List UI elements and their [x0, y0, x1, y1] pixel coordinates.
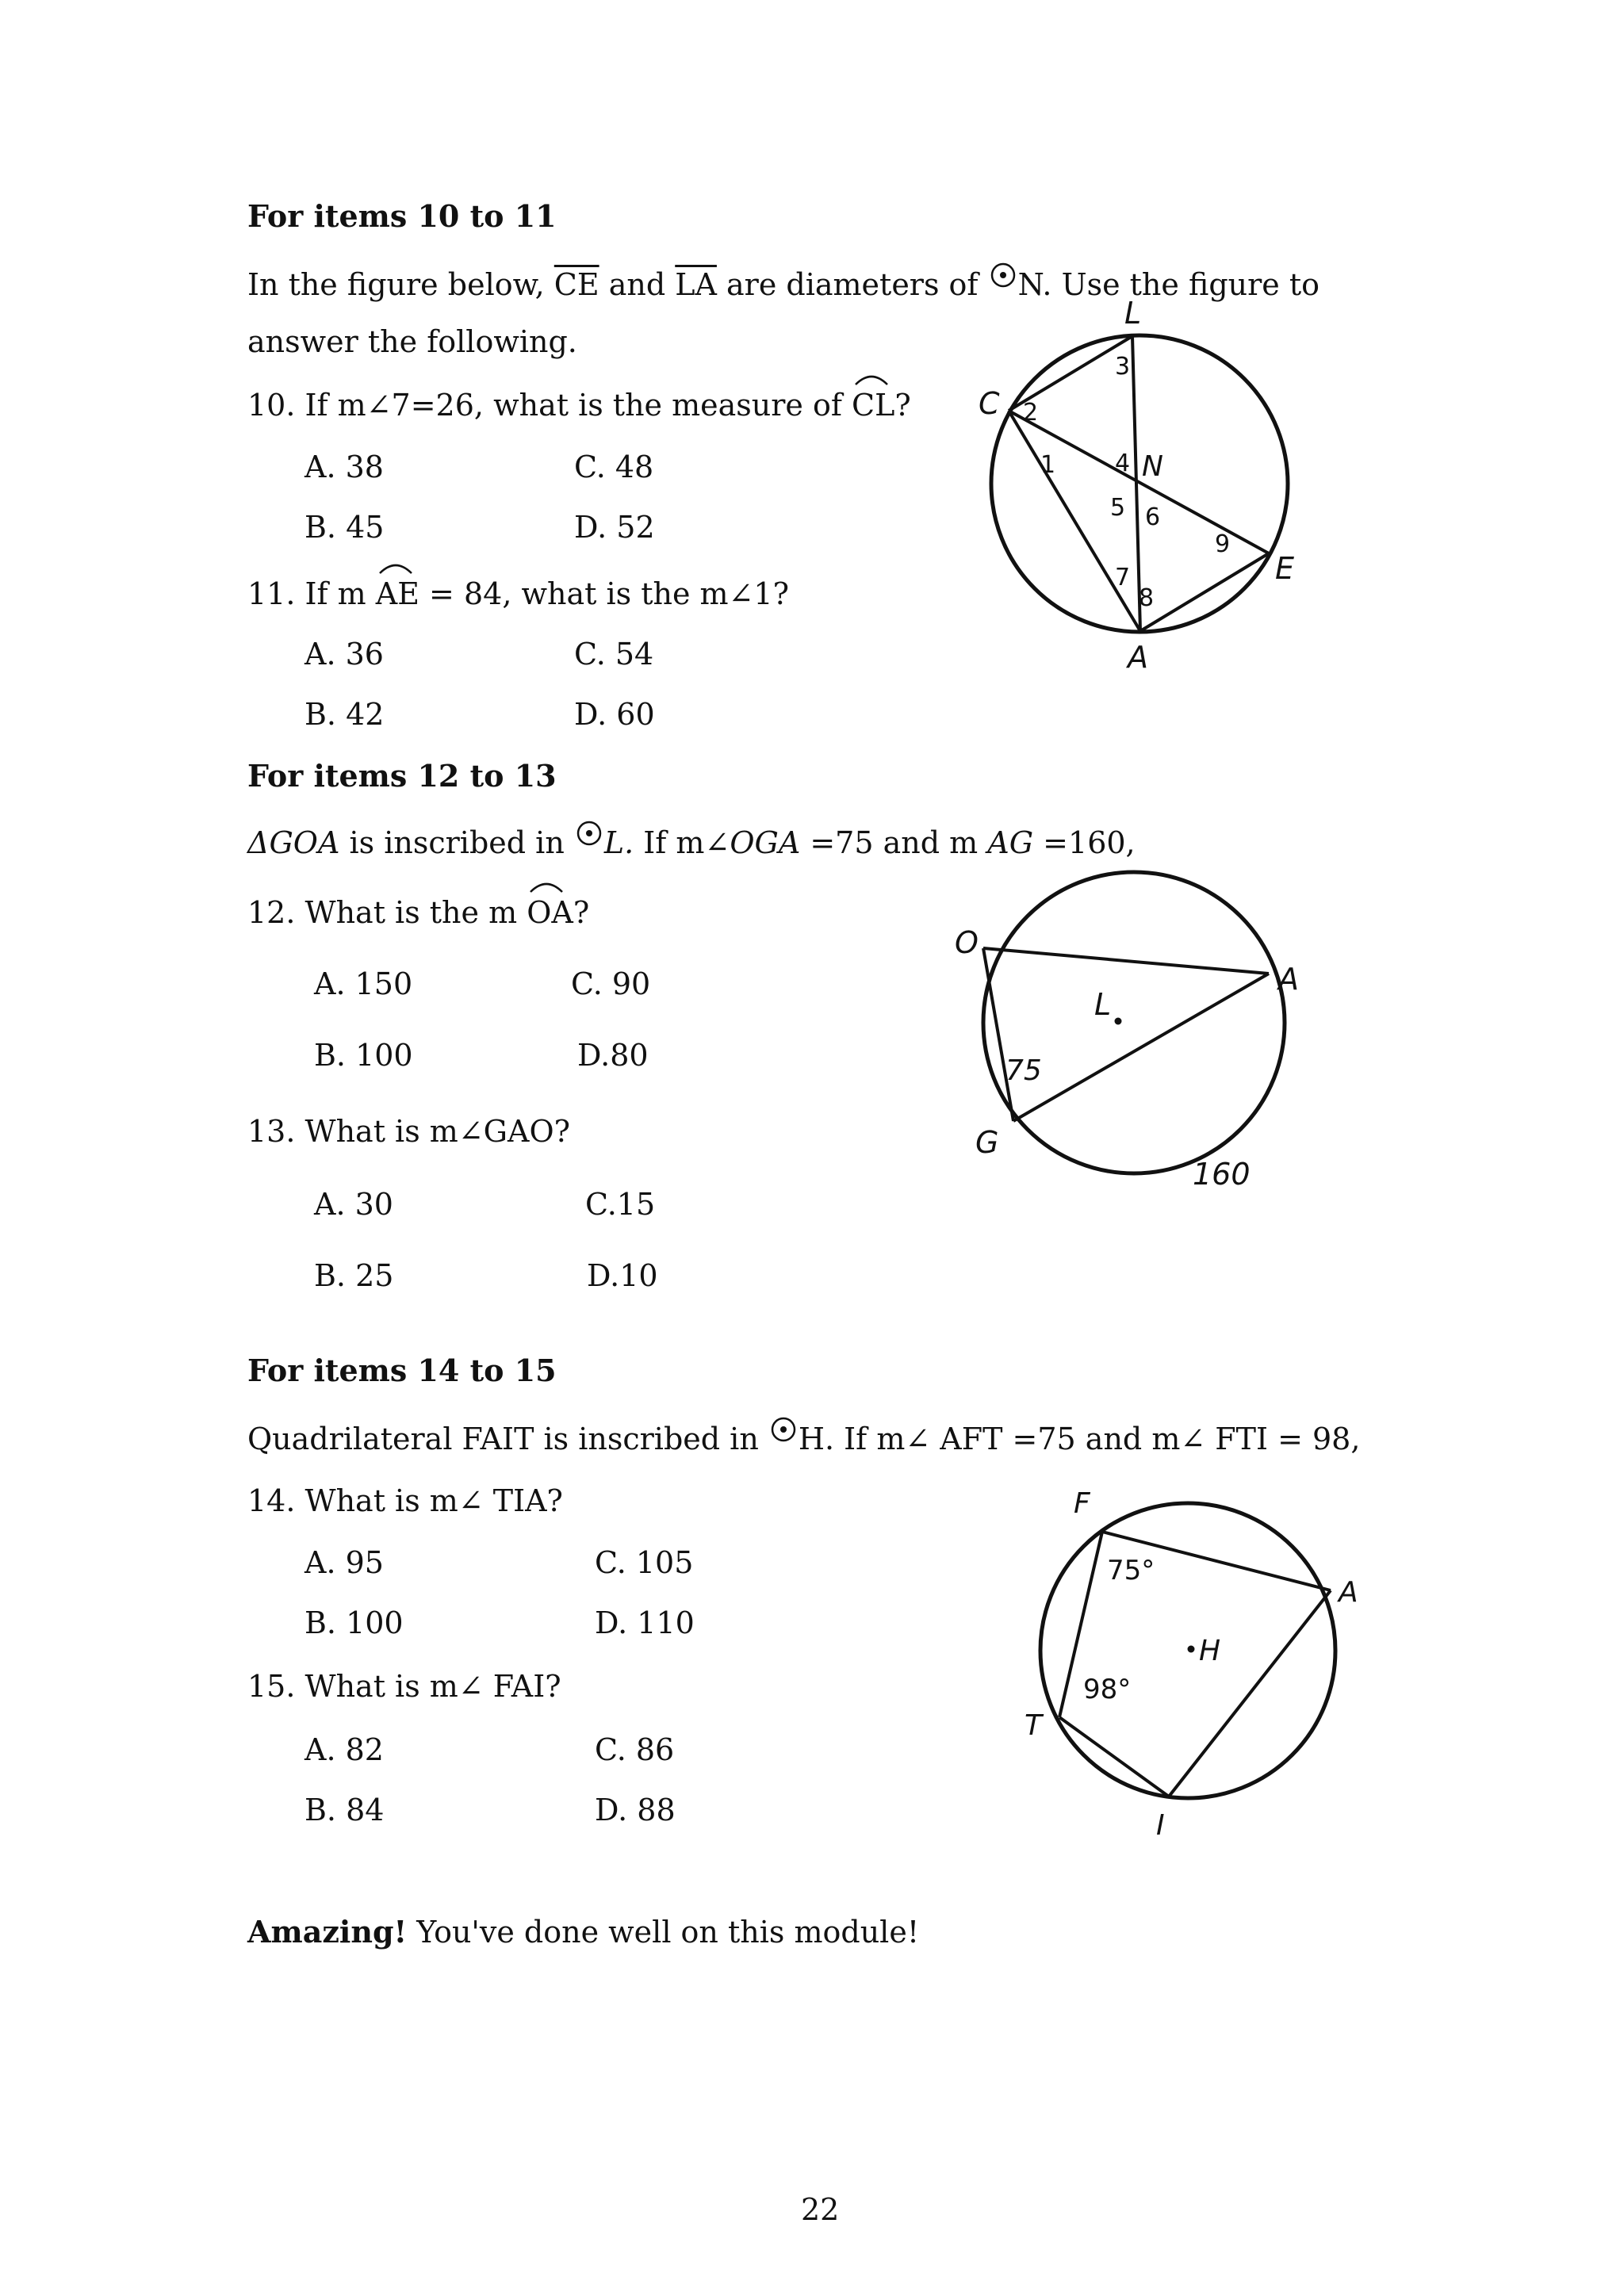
- choice-10-d[interactable]: D. 52: [574, 510, 655, 545]
- choice-14-b[interactable]: B. 100: [304, 1605, 404, 1640]
- label-e: E: [1275, 551, 1295, 586]
- angle-label-75: 75: [1005, 1054, 1042, 1087]
- choice-11-b[interactable]: B. 42: [304, 697, 385, 732]
- arc-mark-icon: [853, 372, 890, 386]
- choice-14-a[interactable]: A. 95: [304, 1545, 384, 1580]
- question-15: 15. What is m∠ FAI?: [247, 1669, 561, 1704]
- circle-symbol-icon: [576, 820, 603, 847]
- segment-la: $\overline{LA}$: [675, 267, 717, 302]
- circle-symbol-icon: [770, 1416, 797, 1443]
- section-heading-10-11: For items 10 to 11: [247, 198, 557, 234]
- choice-13-a[interactable]: A. 30: [314, 1187, 393, 1222]
- angle-label-1: 1: [1040, 451, 1056, 479]
- figure-circle-n: [952, 285, 1316, 698]
- arc-mark-icon: [528, 879, 565, 894]
- angle-label-2: 2: [1023, 399, 1039, 427]
- choice-15-a[interactable]: A. 82: [304, 1732, 384, 1767]
- figure-circle-h: [1015, 1483, 1380, 1847]
- choice-10-c[interactable]: C. 48: [574, 450, 654, 484]
- choice-12-a[interactable]: A. 150: [314, 966, 413, 1001]
- question-12: 12. What is the m OA?: [247, 894, 589, 931]
- choice-15-c[interactable]: C. 86: [595, 1732, 675, 1767]
- closing-message: Amazing! You've done well on this module!: [247, 1914, 920, 1950]
- figure-circle-l: [936, 856, 1316, 1205]
- question-14: 14. What is m∠ TIA?: [247, 1483, 563, 1518]
- choice-11-d[interactable]: D. 60: [574, 697, 655, 732]
- section-intro-12-13: ΔGOA is inscribed in L. If m∠OGA =75 and m AG =160,: [247, 820, 1136, 861]
- choice-14-d[interactable]: D. 110: [595, 1605, 695, 1640]
- choice-12-c[interactable]: C. 90: [571, 966, 651, 1001]
- label-a: A: [1339, 1576, 1358, 1609]
- question-13: 13. What is m∠GAO?: [247, 1114, 570, 1149]
- choice-12-d[interactable]: D.80: [577, 1038, 649, 1073]
- angle-label-7: 7: [1115, 564, 1131, 591]
- arc-label-160: 160: [1193, 1157, 1251, 1192]
- angle-label-98-deg: 98°: [1083, 1674, 1132, 1705]
- choice-14-c[interactable]: C. 105: [595, 1545, 694, 1580]
- question-10: 10. If m∠7=26, what is the measure of CL?: [247, 387, 911, 423]
- segment-ce: $\overline{CE}$: [553, 267, 599, 302]
- angle-label-8: 8: [1139, 584, 1155, 612]
- choice-11-a[interactable]: A. 36: [304, 637, 384, 672]
- choice-13-b[interactable]: B. 25: [314, 1258, 394, 1293]
- label-a: A: [1128, 640, 1148, 675]
- label-n: N: [1142, 450, 1163, 483]
- choice-15-b[interactable]: B. 84: [304, 1793, 385, 1827]
- label-l: L: [1124, 296, 1142, 331]
- arc-mark-icon: [377, 561, 414, 575]
- section-heading-14-15: For items 14 to 15: [247, 1353, 557, 1388]
- label-i: I: [1156, 1809, 1165, 1842]
- section-intro-10-11: In the figure below, $\overline{CE}$ and $\overline{LA}$ are diameters of N. Use the figure to: [247, 262, 1320, 303]
- circle-symbol-icon: [990, 262, 1017, 289]
- choice-15-d[interactable]: D. 88: [595, 1793, 676, 1827]
- label-f: F: [1074, 1487, 1090, 1520]
- label-l: L: [1094, 987, 1112, 1022]
- label-c: C: [979, 386, 1000, 421]
- choice-11-c[interactable]: C. 54: [574, 637, 654, 672]
- arc-ae: AE: [376, 576, 419, 611]
- question-11: 11. If m AE = 84, what is the m∠1?: [247, 576, 789, 612]
- choice-13-d[interactable]: D.10: [587, 1258, 658, 1293]
- arc-oa: OA: [527, 895, 573, 930]
- section-intro-line2-10-11: answer the following.: [247, 324, 577, 359]
- choice-10-a[interactable]: A. 38: [304, 450, 384, 484]
- label-h: H: [1199, 1635, 1221, 1667]
- arc-cl: CL: [852, 388, 894, 423]
- angle-label-6: 6: [1145, 503, 1161, 531]
- angle-label-3: 3: [1115, 353, 1131, 381]
- page-number: 22: [801, 2192, 840, 2227]
- choice-10-b[interactable]: B. 45: [304, 510, 385, 545]
- label-a: A: [1278, 962, 1299, 997]
- label-g: G: [975, 1125, 999, 1160]
- section-intro-14-15: Quadrilateral FAIT is inscribed in H. If m∠ AFT =75 and m∠ FTI = 98,: [247, 1416, 1360, 1457]
- angle-label-5: 5: [1110, 494, 1126, 522]
- section-heading-12-13: For items 12 to 13: [247, 758, 557, 794]
- angle-label-75-deg: 75°: [1107, 1555, 1155, 1586]
- angle-label-9: 9: [1215, 530, 1231, 558]
- angle-label-4: 4: [1115, 450, 1131, 477]
- label-o: O: [955, 925, 979, 960]
- choice-13-c[interactable]: C.15: [585, 1187, 656, 1222]
- label-t: T: [1025, 1709, 1042, 1742]
- choice-12-b[interactable]: B. 100: [314, 1038, 413, 1073]
